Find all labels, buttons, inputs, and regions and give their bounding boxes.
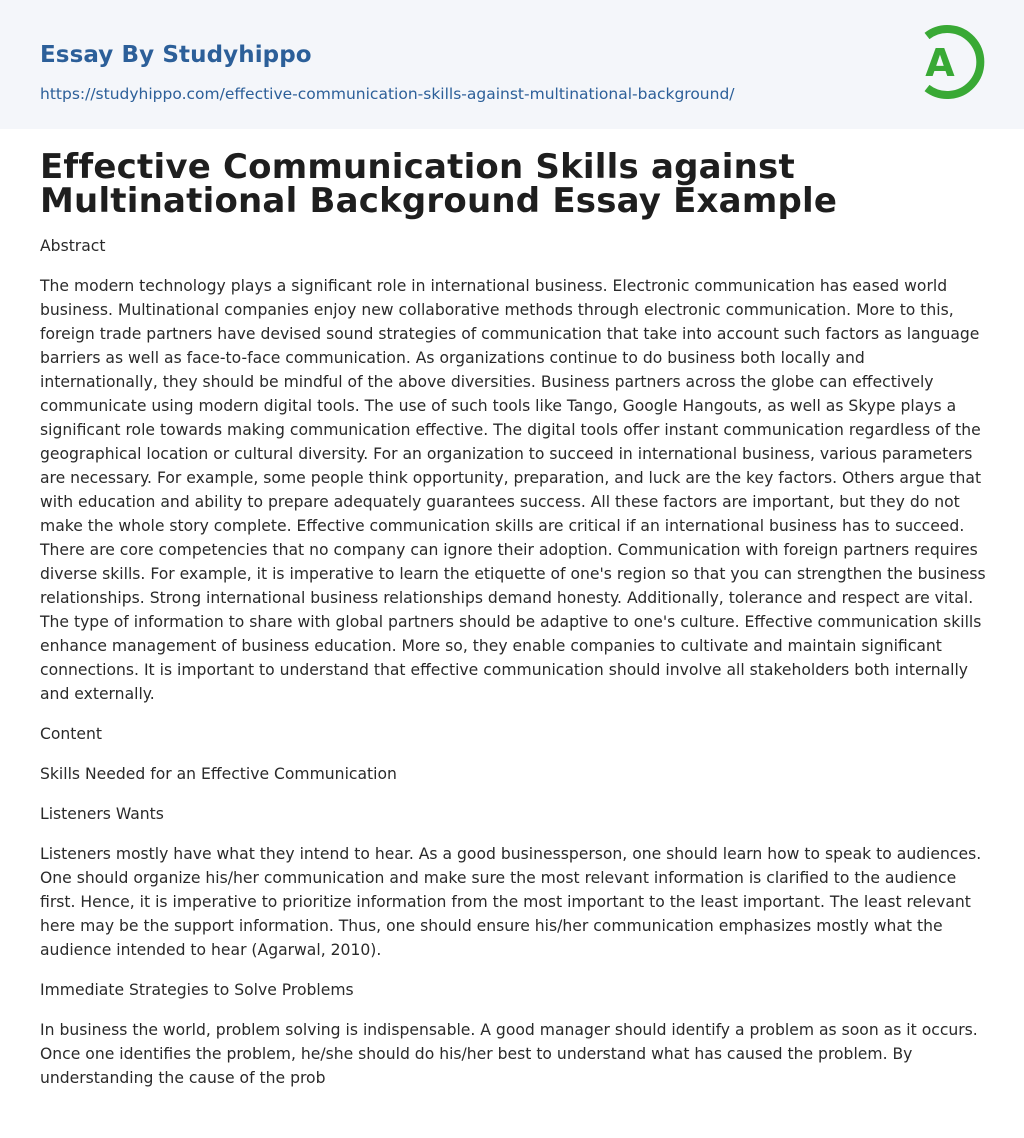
- studyhippo-logo-icon[interactable]: [912, 18, 988, 106]
- article: [40, 147, 986, 1090]
- heading-skills-needed: Skills Needed for an Effective Communication: [40, 765, 397, 783]
- article-title: Effective Communication Skills against Multinational Background Essay Example: [40, 147, 838, 221]
- source-url-link[interactable]: https://studyhippo.com/effective-communication-skills-against-multinational-background/: [40, 85, 735, 103]
- paragraph-listeners: Listeners mostly have what they intend to hear. As a good businessperson, one should learn how to speak to audiences. One should organize his/her communication and make sure the most relevant information is clarified to the audience first. Hence, it is imperative to prioritize information from the most important to the least important. The least relevant here may be the support information. Thus, one should ensure his/her communication emphasizes mostly what the audience intended to hear (Agarwal, 2010).: [40, 845, 982, 959]
- logo-letter: A: [925, 41, 955, 85]
- section-label-content: Content: [40, 725, 103, 743]
- section-label-abstract: Abstract: [40, 237, 106, 255]
- heading-listeners-wants: Listeners Wants: [40, 805, 164, 823]
- heading-immediate-strategies: Immediate Strategies to Solve Problems: [40, 981, 354, 999]
- paragraph-problem-solving: In business the world, problem solving is indispensable. A good manager should identify a problem as soon as it occurs. Once one identifies the problem, he/she should do his/her best to understand what has caused the problem. By understanding the cause of the prob: [40, 1021, 978, 1087]
- paragraph-abstract: The modern technology plays a significant role in international business. Electronic communication has eased world business. Multinational companies enjoy new collaborative methods through electronic communication. More to this, foreign trade partners have devised sound strategies of communication that take into account such factors as language barriers as well as face-to-face communication. As organizations continue to do business both locally and internationally, they should be mindful of the above diversities. Business partners across the globe can effectively communicate using modern digital tools. The use of such tools like Tango, Google Hangouts, as well as Skype plays a significant role towards making communication effective. The digital tools offer instant communication regardless of the geographical location or cultural diversity. For an organization to succeed in international business, various parameters are necessary. For example, some people think opportunity, preparation, and luck are the key factors. Others argue that with education and ability to prepare adequately guarantees success. All these factors are important, but they do not make the whole story complete. Effective communication skills are critical if an international business has to succeed. There are core competencies that no company can ignore their adoption. Communication with foreign partners requires diverse skills. For example, it is imperative to learn the etiquette of one's region so that you can strengthen the business relationships. Strong international business relationships demand honesty. Additionally, tolerance and respect are vital. The type of information to share with global partners should be adaptive to one's culture. Effective communication skills enhance management of business education. More so, they enable companies to cultivate and maintain significant connections. It is important to understand that effective communication should involve all stakeholders both internally and externally.: [40, 277, 986, 703]
- site-header: [0, 0, 1024, 129]
- site-brand[interactable]: Essay By Studyhippo: [40, 42, 312, 68]
